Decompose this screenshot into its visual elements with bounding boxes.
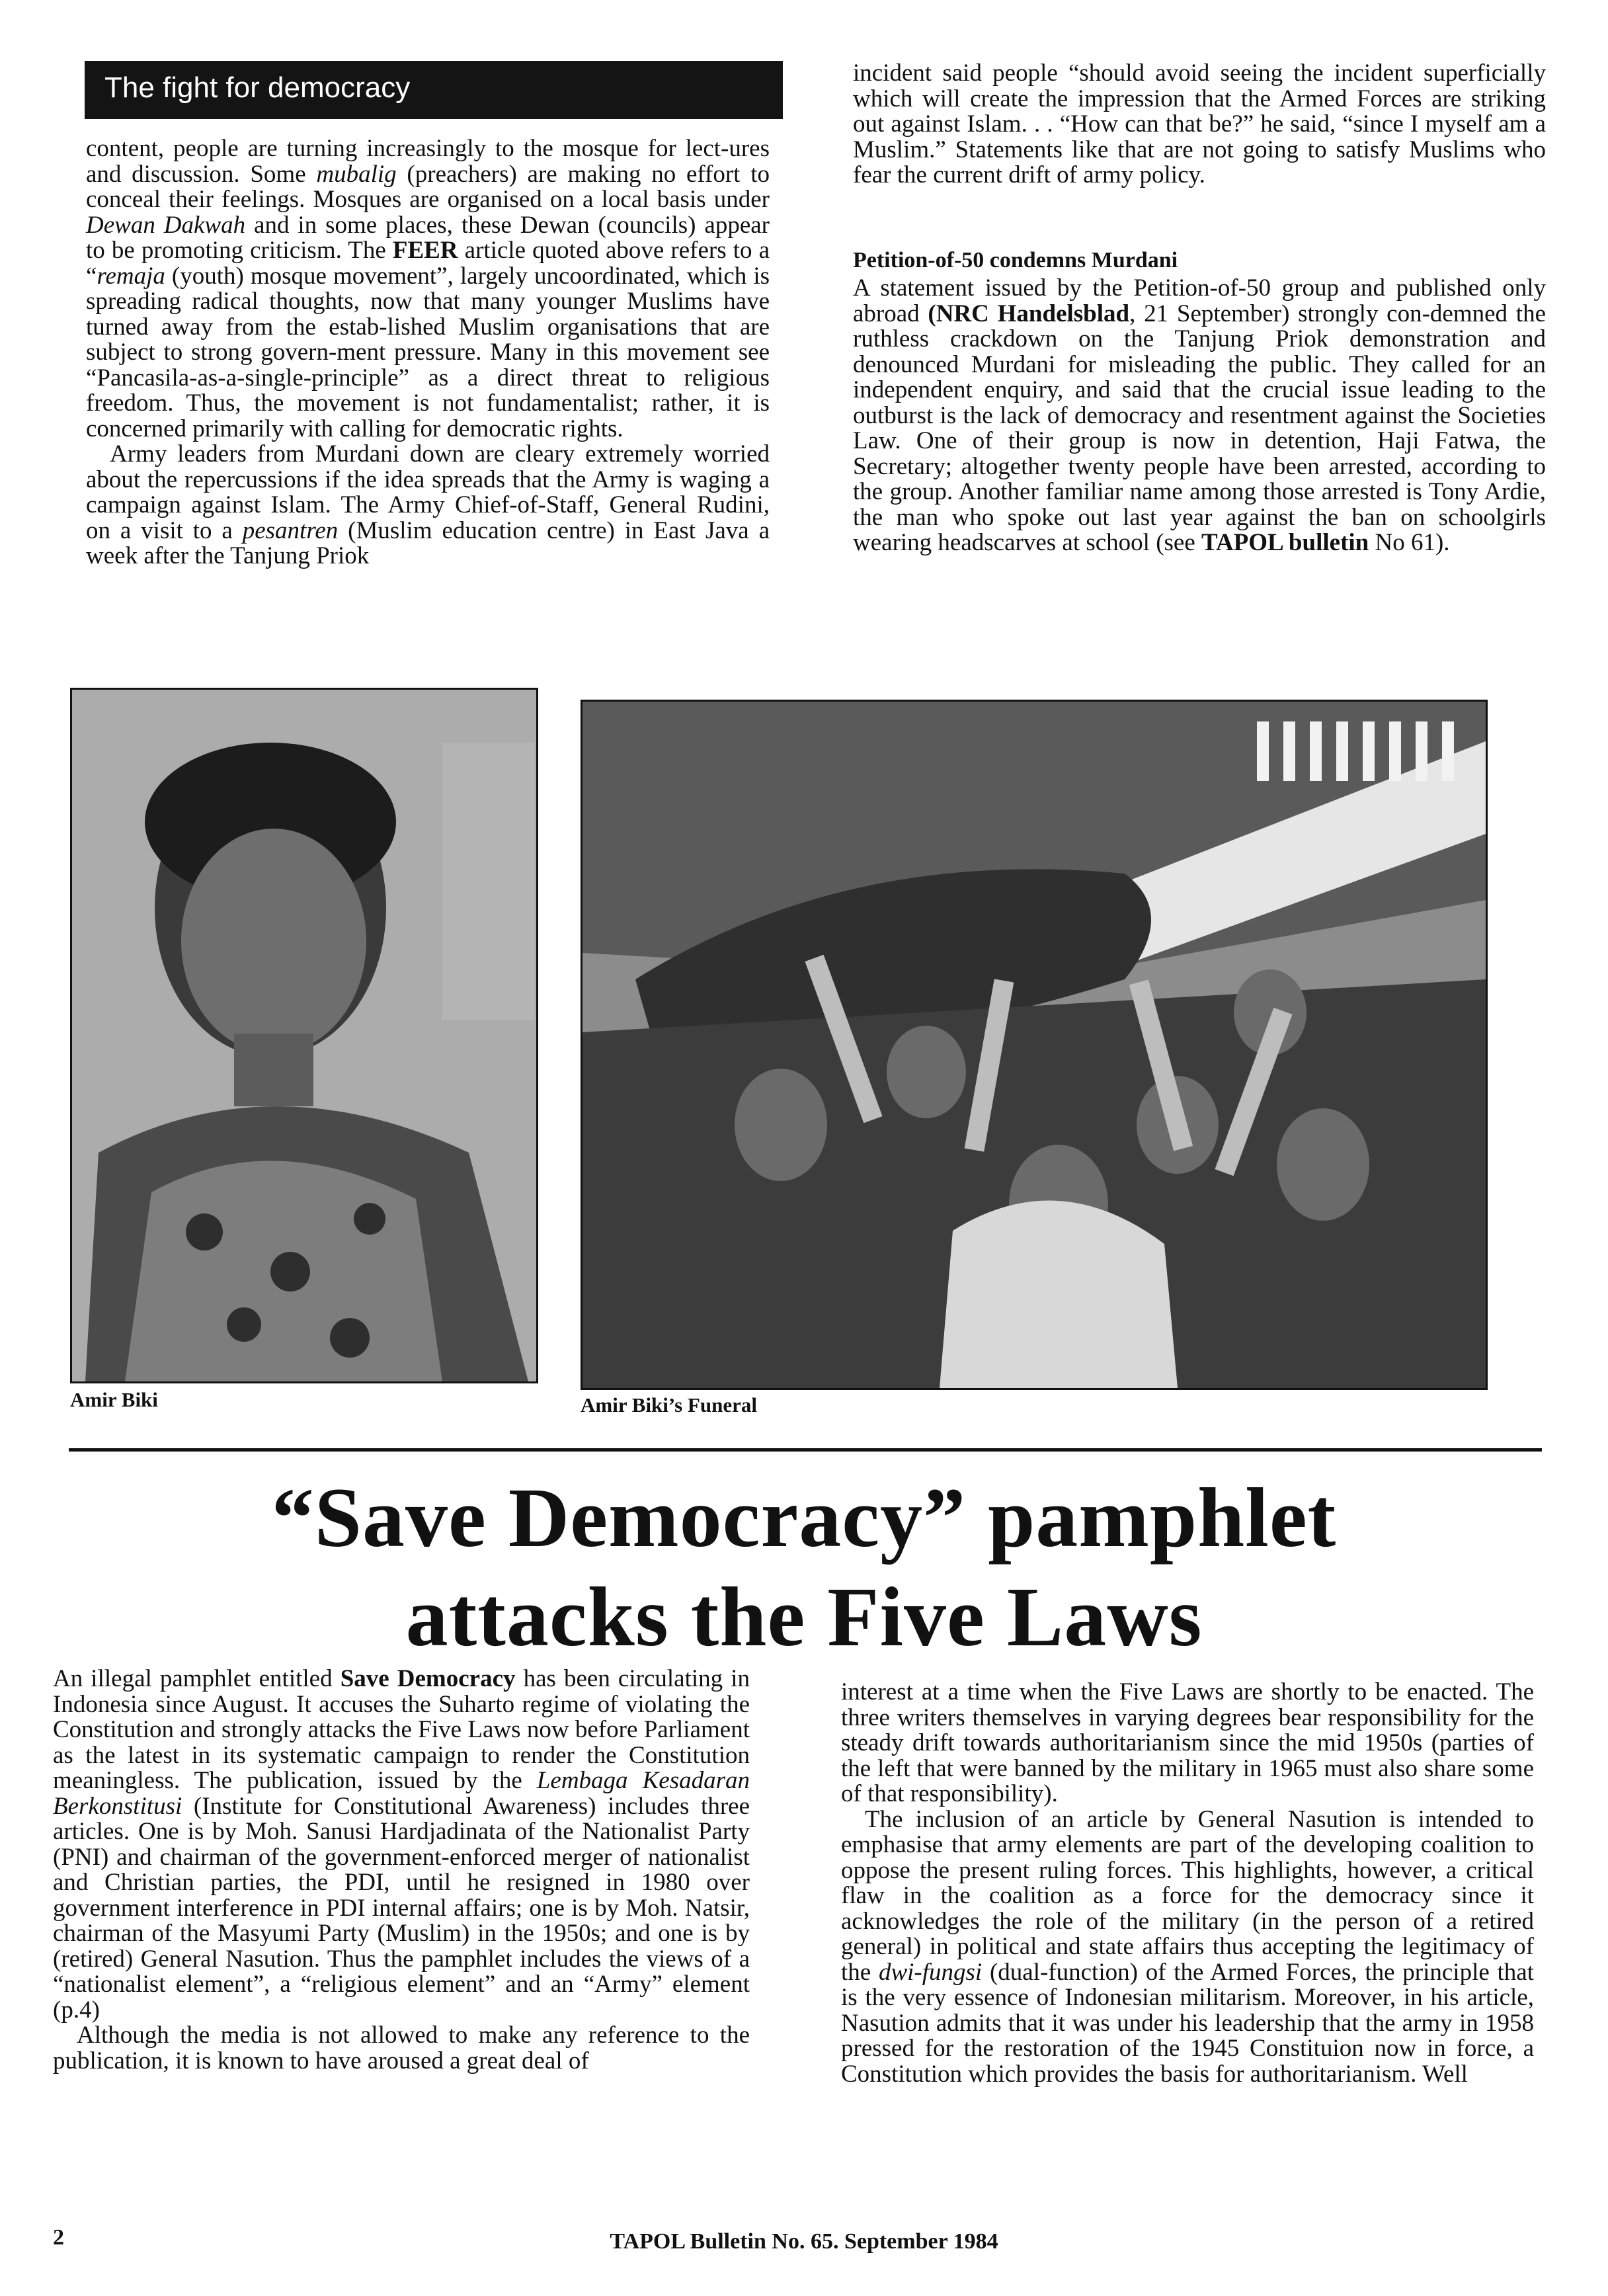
paragraph: content, people are turning increasingly to the mosque for lect-ures and discussion. Some mubalig (preachers) are making no effort to conceal their feelings. Mosques are organised on a local basis under Dewan Dakwah and in some places, these Dewan (councils) appear to be promoting criticism. The FEER article quoted above refers to a “remaja (youth) mosque movement”, largely uncoordinated, which is spreading radical thoughts, now that many younger Muslims have turned away from the estab-lished Muslim organisations that are subject to strong govern-ment pressure. Many in this movement see “Pancasila-as-a-single-principle” as a direct threat to religious freedom. Thus, the movement is not fundamentalist; rather, it is concerned primarily with calling for democratic rights. [86,135,770,442]
paragraph: interest at a time when the Five Laws are shortly to be enacted. The three writers themselves in varying degrees bear responsibility for the steady drift towards authoritarianism since the mid 1950s (parties of the left that were banned by the military in 1965 must also share some of that responsibility). [841,1678,1534,1807]
petition-body [853,276,1546,556]
headline-line-1: “Save Democracy” pamphlet [271,1471,1337,1565]
photo-amir-biki [70,688,538,1383]
funeral-image [583,702,1486,1388]
top-left-column [86,136,770,569]
portrait-image [72,690,536,1381]
subheading-petition: Petition-of-50 condemns Murdani [853,247,1178,272]
paragraph: incident said people “should avoid seeing the incident superficially which will create the impression that the Armed Forces are striking out against Islam. . . “How can that be?” he said, “since I myself am a Muslim.” Statements like that are not going to satisfy Muslims who fear the current drift of army policy. [853,60,1546,188]
paragraph: Army leaders from Murdani down are cleary extremely worried about the repercussions if the idea spreads that the Army is waging a campaign against Islam. The Army Chief-of-Staff, General Rudini, on a visit to a pesantren (Muslim education centre) in East Java a week after the Tanjung Priok [86,440,770,569]
page-number: 2 [53,2225,64,2250]
bottom-left-column [53,1666,750,2074]
bottom-right-column [841,1680,1534,2087]
headline-line-2: attacks the Five Laws [405,1570,1203,1664]
top-right-column [853,61,1546,556]
section-header: The fight for democracy [85,61,783,119]
paragraph: A statement issued by the Petition-of-50 group and published only abroad (NRC Handelsblad, 21 September) strongly con-demned the ruthless crackdown on the Tanjung Priok demonstration and denounced Murdani for misleading the public. They called for an independent enquiry, and said that the crucial issue leading to the outburst is the lack of democracy and resentment against the Societies Law. One of their group is now in detention, Haji Fatwa, the Secretary; altogether twenty people have been arrested, according to the group. Another familiar name among those arrested is Tony Ardie, the man who spoke out last year against the ban on schoolgirls wearing headscarves at school (see TAPOL bulletin No 61). [853,274,1546,556]
paragraph: Although the media is not allowed to make any reference to the publication, it is known to have aroused a great deal of [53,2022,750,2074]
footer-publication: TAPOL Bulletin No. 65. September 1984 [610,2229,998,2254]
top-right-body [853,61,1546,188]
paragraph: The inclusion of an article by General Nasution is intended to emphasise that army elements are part of the developing coalition to oppose the present ruling forces. This highlights, however, a critical flaw in the coalition as a force for the democracy since it acknowledges the role of the military (in the person of a retired general) in political and state affairs thus accepting the legitimacy of the dwi-fungsi (dual-function) of the Armed Forces, the principle that is the very essence of Indonesian militarism. Moreover, in his article, Nasution admits that it was under his leadership that the army in 1958 pressed for the restoration of the 1945 Constituion now in force, a Constitution which provides the basis for authoritarianism. Well [841,1805,1535,2088]
article-headline [66,1468,1542,1666]
caption-funeral: Amir Biki’s Funeral [581,1393,757,1416]
caption-amir-biki: Amir Biki [70,1388,158,1411]
paragraph: An illegal pamphlet entitled Save Democracy has been circulating in Indonesia since August. It accuses the Suharto regime of violating the Constitution and strongly attacks the Five Laws now before Parliament as the latest in its systematic campaign to render the Constitution meaningless. The publication, issued by the Lembaga Kesadaran Berkonstitusi (Institute for Constitutional Awareness) includes three articles. One is by Moh. Sanusi Hardjadinata of the Nationalist Party (PNI) and chairman of the government-enforced merger of nationalist and Christian parties, the PDI, until he resigned in 1980 over government interference in PDI internal affairs; one is by Moh. Natsir, chairman of the Masyumi Party (Muslim) in the 1950s; and one is by (retired) General Nasution. Thus the pamphlet includes the views of a “nationalist element”, a “religious element” and an “Army” element (p.4) [53,1665,750,2024]
horizontal-rule [69,1448,1542,1452]
photo-amir-biki-funeral [581,700,1488,1390]
